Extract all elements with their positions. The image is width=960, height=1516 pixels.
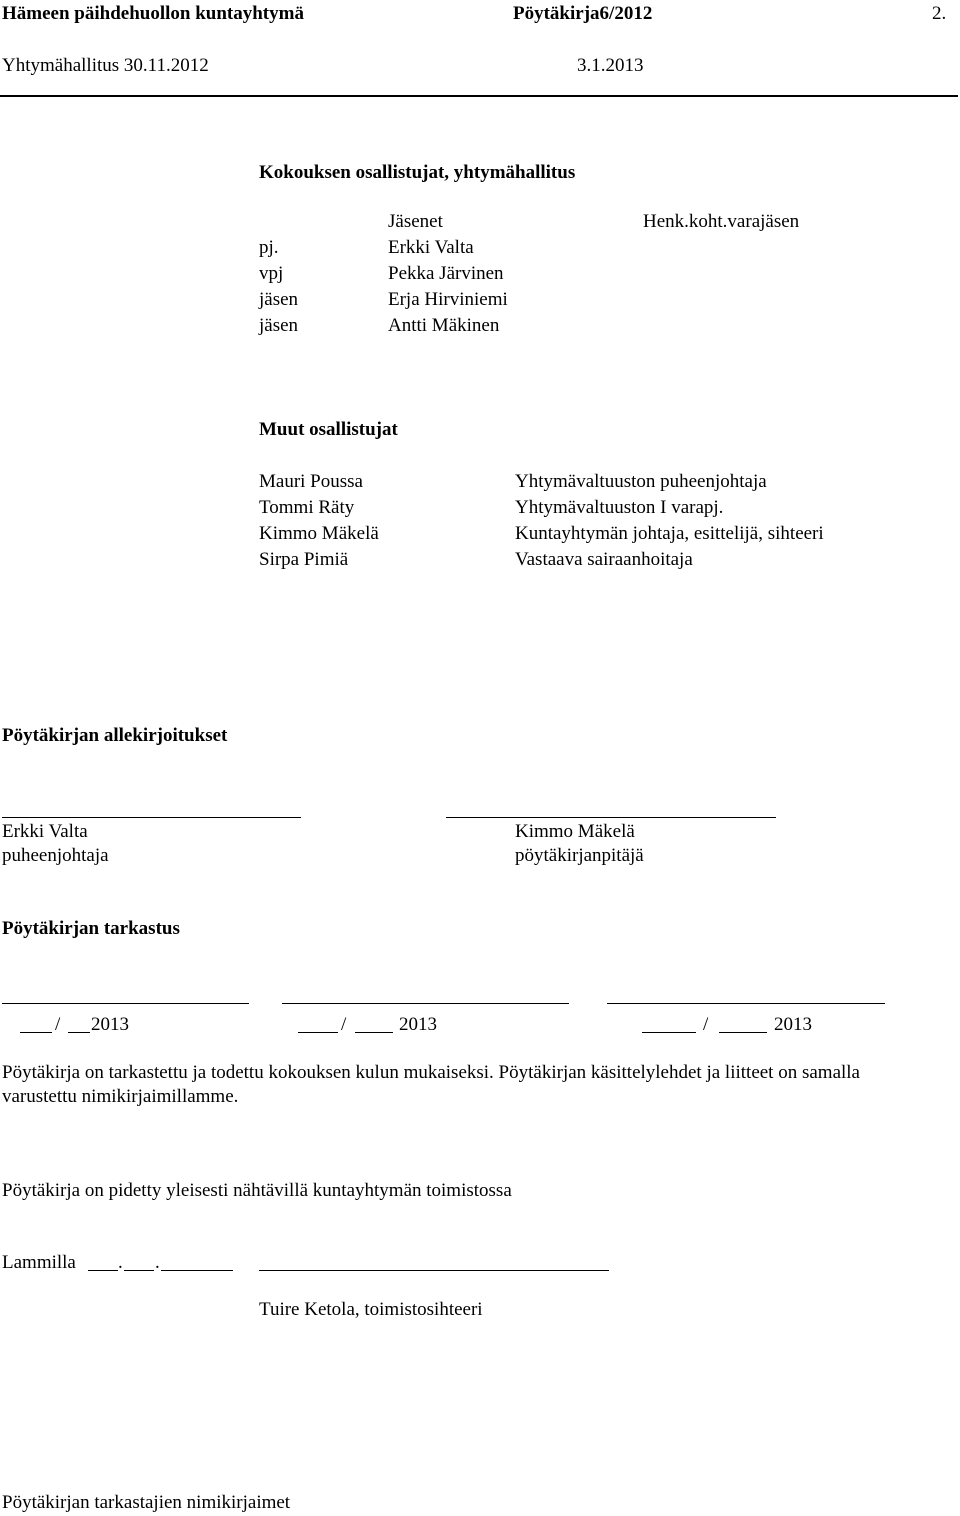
other-person-name: Mauri Poussa: [259, 471, 363, 492]
others-title: Muut osallistujat: [259, 419, 398, 440]
public-signature-line[interactable]: [259, 1270, 609, 1271]
date-day-blank[interactable]: [298, 1032, 338, 1033]
date-year: 2013: [774, 1014, 812, 1035]
participants-title: Kokouksen osallistujat, yhtymähallitus: [259, 162, 576, 183]
date-dot: .: [155, 1252, 160, 1273]
public-statement: Pöytäkirja on pidetty yleisesti nähtävillä kuntayhtymän toimistossa: [2, 1180, 512, 1201]
date-year: 2013: [91, 1014, 129, 1035]
member-role: vpj: [259, 263, 284, 284]
initials-label: Pöytäkirjan tarkastajien nimikirjaimet: [2, 1492, 291, 1513]
secretary-name: Kimmo Mäkelä: [515, 821, 635, 842]
date-month-blank[interactable]: [719, 1032, 767, 1033]
review-statement-line2: varustettu nimikirjaimillamme.: [2, 1086, 239, 1107]
deputy-header: Henk.koht.varajäsen: [643, 211, 800, 232]
page-number: 2.: [932, 3, 947, 24]
member-name: Antti Mäkinen: [388, 315, 500, 336]
public-month-blank[interactable]: [124, 1270, 154, 1271]
member-role: jäsen: [259, 289, 299, 310]
chair-name: Erkki Valta: [2, 821, 88, 842]
date-separator: /: [341, 1014, 347, 1035]
chair-role: puheenjohtaja: [2, 845, 109, 866]
date-month-blank[interactable]: [355, 1032, 393, 1033]
date-separator: /: [703, 1014, 709, 1035]
public-day-blank[interactable]: [88, 1270, 118, 1271]
members-header: Jäsenet: [388, 211, 443, 232]
member-name: Pekka Järvinen: [388, 263, 504, 284]
reviewer-signature-line[interactable]: [607, 1003, 885, 1004]
member-name: Erja Hirviniemi: [388, 289, 508, 310]
member-name: Erkki Valta: [388, 237, 474, 258]
meeting-label: Yhtymähallitus 30.11.2012: [2, 55, 209, 76]
date-dot: .: [118, 1252, 123, 1273]
reviewer-signature-line[interactable]: [2, 1003, 249, 1004]
document-number: Pöytäkirja6/2012: [513, 3, 653, 24]
secretary-role: pöytäkirjanpitäjä: [515, 845, 644, 866]
other-person-title: Yhtymävaltuuston I varapj.: [515, 497, 724, 518]
date-month-blank[interactable]: [68, 1032, 90, 1033]
organization-name: Hämeen päihdehuollon kuntayhtymä: [2, 3, 304, 24]
other-person-title: Kuntayhtymän johtaja, esittelijä, sihteeri: [515, 523, 824, 544]
review-title: Pöytäkirjan tarkastus: [2, 918, 180, 939]
date-day-blank[interactable]: [20, 1032, 52, 1033]
other-person-name: Sirpa Pimiä: [259, 549, 349, 570]
place-label: Lammilla: [2, 1252, 76, 1273]
signatures-title: Pöytäkirjan allekirjoitukset: [2, 725, 228, 746]
header-divider: [0, 95, 958, 97]
member-role: jäsen: [259, 315, 299, 336]
other-person-name: Kimmo Mäkelä: [259, 523, 379, 544]
public-signer: Tuire Ketola, toimistosihteeri: [259, 1299, 483, 1320]
other-person-title: Vastaava sairaanhoitaja: [515, 549, 693, 570]
review-statement-line1: Pöytäkirja on tarkastettu ja todettu kokouksen kulun mukaiseksi. Pöytäkirjan käsittelylehdet ja liitteet on samalla: [2, 1062, 860, 1083]
signature-line-chair[interactable]: [2, 817, 301, 818]
other-person-name: Tommi Räty: [259, 497, 355, 518]
date-separator: /: [55, 1014, 61, 1035]
other-person-title: Yhtymävaltuuston puheenjohtaja: [515, 471, 767, 492]
date-day-blank[interactable]: [642, 1032, 696, 1033]
meeting-date: 3.1.2013: [577, 55, 644, 76]
date-year: 2013: [399, 1014, 437, 1035]
signature-line-secretary[interactable]: [446, 817, 776, 818]
reviewer-signature-line[interactable]: [282, 1003, 569, 1004]
member-role: pj.: [259, 237, 279, 258]
public-year-blank[interactable]: [161, 1270, 233, 1271]
